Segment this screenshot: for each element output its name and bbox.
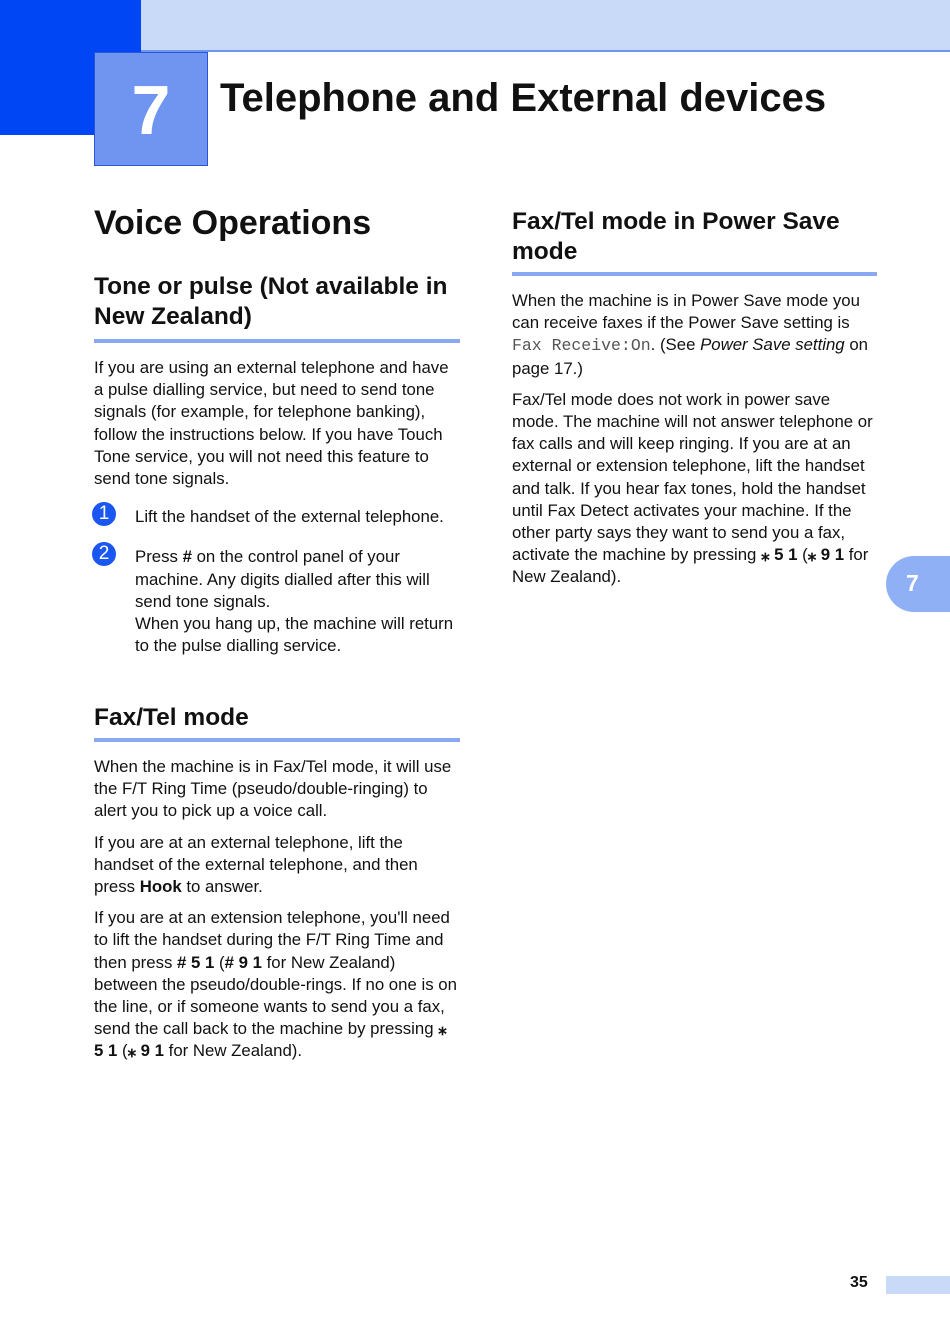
step-2-pre: Press (135, 547, 183, 567)
powersave-heading: Fax/Tel mode in Power Save mode (512, 208, 840, 265)
powersave-p1-b: . (See (650, 335, 701, 355)
powersave-heading-rule (512, 272, 877, 276)
header-band-rule (141, 50, 950, 52)
powersave-p1 (512, 290, 877, 380)
tone-section (94, 272, 460, 657)
faxtel-section (94, 703, 460, 1063)
step-2-text (135, 546, 460, 613)
step-2-text-2: When you hang up, the machine will return to the pulse dialling service. (135, 614, 454, 656)
header-band (141, 0, 950, 50)
faxtel-p3-b: ( (214, 952, 225, 972)
faxtel-p1: When the machine is in Fax/Tel mode, it will use the F/T Ring Time (pseudo/double-ringing) to alert you to pick up a voice call. (94, 757, 452, 821)
faxtel-p2 (94, 832, 460, 899)
faxtel-p3-d: ( (117, 1041, 128, 1061)
page-number: 35 (850, 1274, 868, 1291)
powersave-p2-a: Fax/Tel mode does not work in power save mode. The machine will not answer telephone or fax calls and will keep ringing. If you are at an external or extension telephone, lift the handset and talk. If you hear fax tones, hold the handset until Fax Detect activates your machine. If the other party says they want to send you a fax, activate the machine by pressing (512, 389, 873, 565)
tone-heading-rule (94, 339, 460, 343)
chapter-title: Telephone and External devices (220, 76, 827, 120)
powersave-section (512, 207, 877, 589)
code-star-91: ⁎ 9 1 (807, 545, 845, 565)
powersave-p2-b: ( (797, 545, 808, 565)
faxtel-p3 (94, 907, 460, 1062)
powersave-p1-c: on page 17.) (512, 335, 868, 378)
lcd-text: Fax Receive:On (512, 336, 651, 356)
faxtel-p3-a: If you are at an extension telephone, you'll need to lift the handset during the F/T Ring Time and then press (94, 908, 450, 972)
tone-intro: If you are using an external telephone and have a pulse dialling service, but need to send tone signals (for example, for telephone banking), follow the instructions below. If you have Touch Tone service, you will not need this feature to send tone signals. (94, 358, 449, 489)
step-2-number: 2 (92, 542, 116, 566)
faxtel-p3-e: for New Zealand). (164, 1041, 303, 1061)
step-2-post: on the control panel of your machine. Any digits dialled after this will send tone signals. (135, 547, 430, 611)
tone-heading: Tone or pulse (Not available in New Zealand) (94, 273, 448, 330)
code-hash-51: # 5 1 (177, 952, 215, 972)
section-title: Voice Operations (94, 204, 372, 242)
code-hash-91: # 9 1 (224, 952, 262, 972)
faxtel-p2-pre: If you are at an external telephone, lift the handset of the external telephone, and then press (94, 832, 418, 897)
hash-key: # (182, 547, 192, 567)
code-star-51: ⁎ 5 1 (761, 545, 798, 565)
footer-bar (886, 1276, 950, 1294)
hook-key: Hook (139, 877, 182, 897)
powersave-p2 (512, 389, 877, 589)
step-1 (94, 503, 460, 528)
powersave-p1-a: When the machine is in Power Save mode you can receive faxes if the Power Save setting is (512, 291, 860, 333)
code-star-91: ⁎ 9 1 (127, 1041, 164, 1061)
step-2 (94, 543, 460, 657)
faxtel-heading-rule (94, 738, 460, 742)
faxtel-heading: Fax/Tel mode (94, 704, 249, 731)
chapter-number: 7 (94, 52, 208, 166)
powersave-p2-c: for New Zealand). (512, 545, 869, 587)
chapter-side-tab[interactable]: 7 (886, 556, 950, 612)
step-1-text: Lift the handset of the external telephone. (135, 507, 444, 527)
code-star-51: ⁎ 5 1 (94, 1019, 447, 1061)
faxtel-p3-c: for New Zealand) between the pseudo/double-rings. If no one is on the line, or if someone wants to send you a fax, send the call back to the machine by pressing (94, 952, 457, 1039)
faxtel-p2-post: to answer. (181, 877, 263, 897)
cross-reference[interactable]: Power Save setting (700, 335, 845, 355)
step-1-number: 1 (92, 502, 116, 526)
